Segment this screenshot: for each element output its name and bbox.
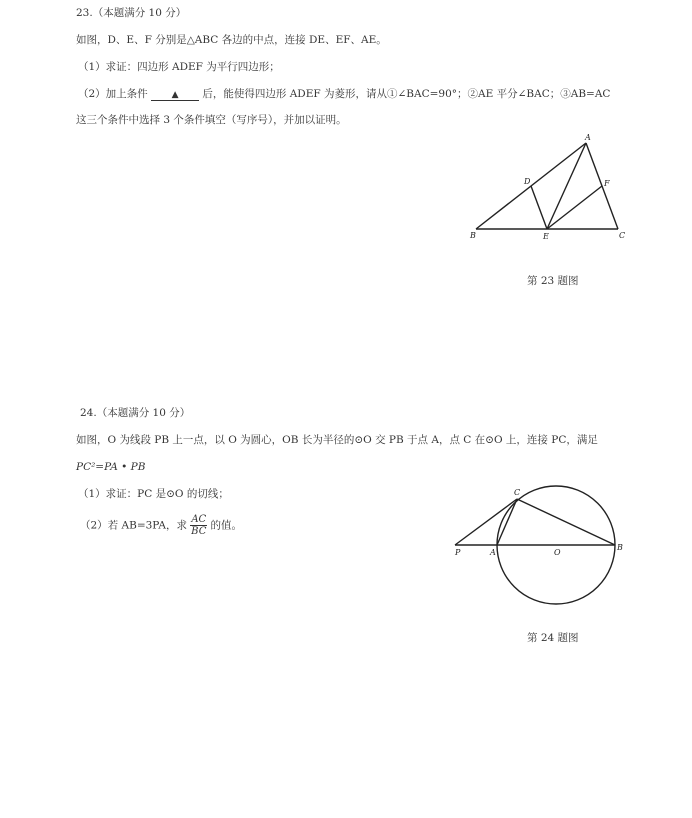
figure-23-caption: 第 23 题图 [527,275,579,287]
q24-intro: 如图，O 为线段 PB 上一点，以 O 为圆心，OB 长为半径的⊙O 交 PB 于点 A，点 C 在⊙O 上，连接 PC，满足 [76,434,598,446]
figure-24-caption: 第 24 题图 [527,632,579,644]
q23-part1: （1）求证：四边形 ADEF 为平行四边形； [78,61,280,73]
label-O: O [554,548,561,557]
label-C: C [619,231,626,240]
label-F: F [604,179,610,188]
label-C: C [514,488,521,497]
label-P: P [455,548,461,557]
label-A: A [490,548,496,557]
q24-formula: PC²=PA • PB [76,461,146,473]
label-E: E [543,232,549,241]
q24-part2-suffix: 的值。 [210,519,243,532]
q23-intro: 如图，D、E、F 分别是△ABC 各边的中点，连接 DE、EF、AE。 [76,34,387,46]
label-B: B [617,543,623,552]
label-B: B [470,231,476,240]
q23-part2-prefix: （2）加上条件 [78,88,148,100]
q24-part2-prefix: （2）若 AB=3PA，求 [80,519,187,532]
q23-header: 23.（本题满分 10 分） [76,7,187,19]
fraction-numerator: AC [191,514,207,525]
q24-part1: （1）求证：PC 是⊙O 的切线； [78,488,229,500]
label-D: D [524,177,531,186]
q24-header: 24.（本题满分 10 分） [80,407,191,419]
q23-part2-line2: 这三个条件中选择 3 个条件填空（写序号），并加以证明。 [76,114,347,126]
q23-part2-suffix: 后，能使得四边形 ADEF 为菱形，请从①∠BAC=90°；②AE 平分∠BAC；③AB=AC [202,88,611,100]
fraction-denominator: BC [191,526,207,537]
label-A: A [585,133,591,142]
answer-blank: ▲ [151,90,199,101]
